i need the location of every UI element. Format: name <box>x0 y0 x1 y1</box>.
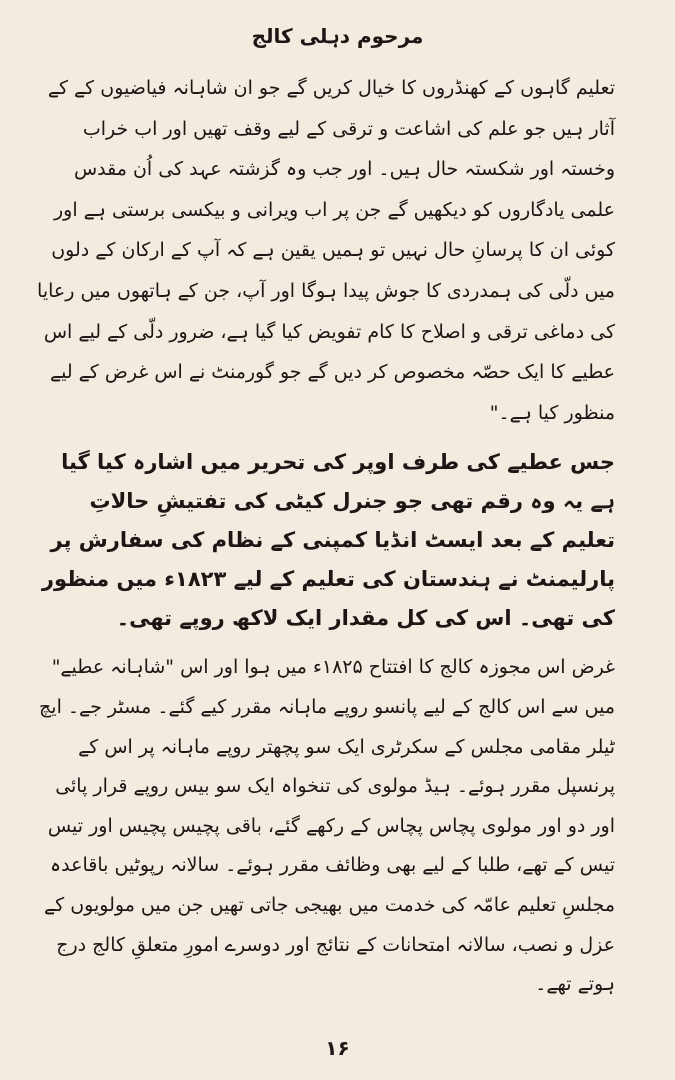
page-body <box>34 68 615 1005</box>
paragraph-2: جس عطیے کی طرف اوپر کی تحریر میں اشارہ کیا گیا ہے یہ وہ رقم تھی جو جنرل کیٹی کی تفتیشِ حالاتِ تعلیم کے بعد ایسٹ انڈیا کمپنی کے نظام کی سفارش پر پارلیمنٹ نے ہندستان کی تعلیم کے لیے ۱۸۲۳ء میں منظور کی تھی۔ اس کی کل مقدار ایک لاکھ روپے تھی۔ <box>41 450 615 631</box>
running-header: مرحوم دہلی کالج <box>251 24 424 48</box>
paragraph-1: تعلیم گاہوں کے کھنڈروں کا خیال کریں گے جو ان شاہانہ فیاضیوں کے کے آثار ہیں جو علم کی اشاعت و ترقی کے لیے وقف تھیں اور اب خراب وخستہ اور شکستہ حال ہیں۔ اور جب وہ گزشتہ عہد کی اُن مقدس علمی یادگاروں کو دیکھیں گے جن پر اب ویرانی و بیکسی برستی ہے اور کوئی ان کا پرسانِ حال نہیں تو ہمیں یقین ہے کہ آپ کے ارکان کے دلوں میں دلّی کی ہمدردی کا جوش پیدا ہوگا اور آپ، جن کے ہاتھوں میں رعایا کی دماغی ترقی و اصلاح کا کام تفویض کیا گیا ہے، ضرور دلّی کے لیے اس عطیے کا ایک حصّہ مخصوص کر دیں گے جو گورمنٹ نے اس غرض کے لیے منظور کیا ہے۔" <box>37 77 615 424</box>
paragraph-3: غرض اس مجوزہ کالج کا افتتاح ۱۸۲۵ء میں ہوا اور اس "شاہانہ عطیے" میں سے اس کالج کے لیے پانسو روپے ماہانہ مقرر کیے گئے۔ مسٹر جے۔ ایچ ٹیلر مقامی مجلس کے سکرٹری ایک سو پچھتر روپے ماہانہ پر اس کے پرنسپل مقرر ہوئے۔ ہیڈ مولوی کی تنخواہ ایک سو بیس روپے قرار پائی اور دو اور مولوی پچاس پچاس کے رکھے گئے، باقی پچیس پچیس اور تیس تیس کے تھے، طلبا کے لیے بھی وظائف مقرر ہوئے۔ سالانہ رپوٹیں باقاعدہ مجلسِ تعلیم عامّہ کی خدمت میں بھیجی جاتی تھیں جن میں مولویوں کے عزل و نصب، سالانہ امتحانات کے نتائج اور دوسرے امورِ متعلقِ کالج درج ہوتے تھے۔ <box>39 656 615 996</box>
page-number: ۱۶ <box>325 1036 350 1060</box>
